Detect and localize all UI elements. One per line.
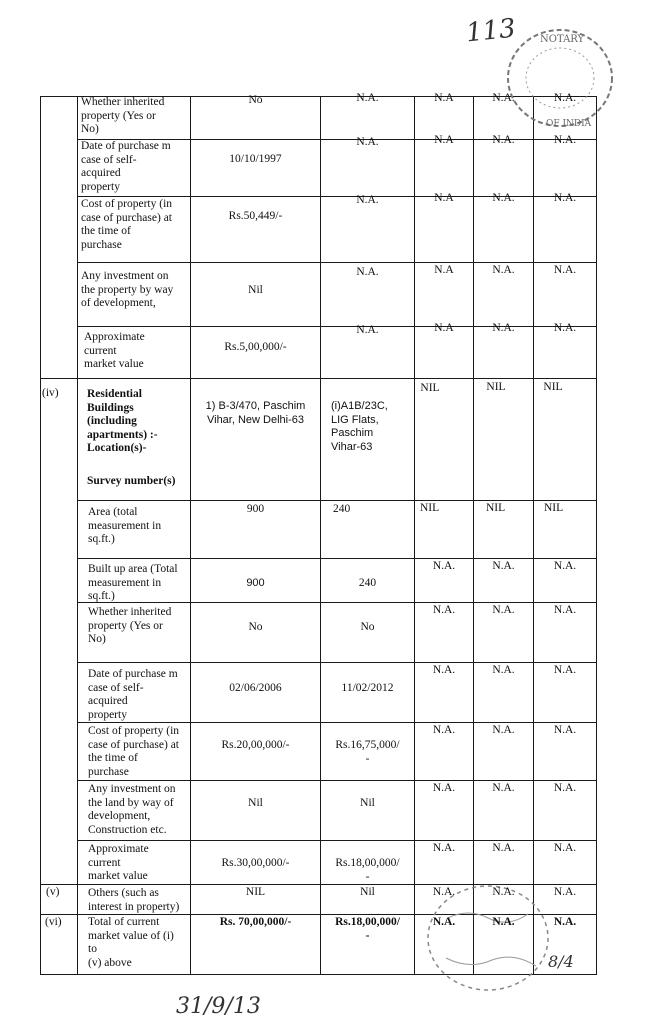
value-cost-1: Rs.20,00,000/- xyxy=(221,739,290,751)
label-others: Others (such as interest in property) xyxy=(88,887,180,913)
na-cell: N.A. xyxy=(432,604,456,616)
row-divider xyxy=(77,722,597,723)
value-purchase-date-2: 11/02/2012 xyxy=(341,682,394,694)
na-cell: N.A. xyxy=(553,560,577,572)
label-investment: Any investment on the property by way of development, xyxy=(81,270,174,309)
na-cell: N.A. xyxy=(492,92,515,104)
label-market-value: Approximate current market value xyxy=(84,331,145,370)
value-investment-1: Nil xyxy=(248,797,263,809)
initials-handwritten: 8/4 xyxy=(548,952,574,971)
na-cell: N.A. xyxy=(492,604,515,616)
notary-seal-top xyxy=(500,22,620,134)
na-cell: N.A. xyxy=(553,264,577,276)
na-cell: N.A. xyxy=(553,724,577,736)
na-cell: N.A. xyxy=(492,134,515,146)
label-cost: Cost of property (in case of purchase) at the time of purchase xyxy=(81,198,173,251)
label-purchase-date-residential: Date of purchase m case of self- acquired property xyxy=(88,668,178,721)
nil-cell: NIL xyxy=(544,502,564,514)
na-cell: N.A. xyxy=(432,664,456,676)
nil-cell: NIL xyxy=(486,381,506,393)
label-market-value-residential: Approximate current market value xyxy=(88,843,149,882)
na-cell: N.A. xyxy=(492,264,515,276)
value-area-2: 240 xyxy=(333,503,351,515)
na-cell: N.A xyxy=(434,264,454,276)
label-cost-residential: Cost of property (in case of purchase) at the time of purchase xyxy=(88,725,180,778)
value-cost: Rs.50,449/- xyxy=(228,210,283,222)
na-cell: N.A. xyxy=(432,886,456,898)
date-handwritten: 31/9/13 xyxy=(176,994,261,1019)
na-cell: N.A. xyxy=(432,916,456,928)
value-others-2: Nil xyxy=(360,886,375,898)
na-cell: N.A. xyxy=(492,322,515,334)
value-market-2: Rs.18,00,000/ - xyxy=(335,857,400,883)
na-cell: N.A. xyxy=(492,842,515,854)
row-divider xyxy=(77,500,597,501)
na-cell: N.A. xyxy=(553,842,577,854)
value-total-2: Rs.18,00,000/ - xyxy=(335,916,400,942)
na-cell: N.A. xyxy=(553,916,577,928)
na-cell: N.A. xyxy=(492,724,515,736)
na-cell: N.A. xyxy=(553,192,577,204)
row-divider xyxy=(77,558,597,559)
na-cell: N.A. xyxy=(553,782,577,794)
na-cell: N.A. xyxy=(356,324,379,336)
value-cost-2: Rs.16,75,000/ - xyxy=(335,739,400,765)
table-divider-col1 xyxy=(77,96,78,975)
label-investment-residential: Any investment on the land by way of development, Construction etc. xyxy=(88,783,176,836)
label-total: Total of current market value of (i) to (v) above xyxy=(88,916,174,969)
label-purchase-date: Date of purchase m case of self- acquired property xyxy=(81,140,171,193)
na-cell: N.A. xyxy=(432,782,456,794)
svg-text:OF INDIA: OF INDIA xyxy=(546,119,592,129)
na-cell: N.A. xyxy=(553,664,577,676)
section-index-iv: (iv) xyxy=(42,387,59,399)
na-cell: N.A. xyxy=(553,134,577,146)
page-number-handwritten: 113 xyxy=(464,13,518,49)
value-market-value: Rs.5,00,000/- xyxy=(224,341,287,353)
table-border-left xyxy=(40,96,41,975)
label-area: Area (total measurement in sq.ft.) xyxy=(88,506,162,545)
table-border-right xyxy=(596,96,597,975)
location-2: (i)A1B/23C, LIG Flats, Paschim Vihar-63 xyxy=(331,400,388,453)
value-builtup-2: 240 xyxy=(358,577,377,589)
value-purchase-date: 10/10/1997 xyxy=(229,153,282,165)
row-divider xyxy=(77,780,597,781)
nil-cell: NIL xyxy=(486,502,506,514)
na-cell: N.A. xyxy=(432,724,456,736)
table-divider-col3 xyxy=(320,96,321,975)
na-cell: N.A. xyxy=(553,886,577,898)
label-inherited-residential: Whether inherited property (Yes or No) xyxy=(88,606,172,645)
na-cell: N.A xyxy=(434,134,454,146)
value-market-1: Rs.30,00,000/- xyxy=(221,857,290,869)
table-divider-col2 xyxy=(190,96,191,975)
na-cell: N.A. xyxy=(492,664,515,676)
value-others-1: NIL xyxy=(245,886,266,898)
value-area-1: 900 xyxy=(246,503,265,515)
na-cell: N.A xyxy=(434,192,454,204)
na-cell: N.A xyxy=(434,92,454,104)
na-cell: N.A. xyxy=(356,92,379,104)
na-cell: N.A. xyxy=(356,194,379,206)
na-cell: N.A. xyxy=(553,322,577,334)
nil-cell: NIL xyxy=(420,502,440,514)
na-cell: N.A. xyxy=(553,604,577,616)
value-total-1: Rs. 70,00,000/- xyxy=(219,916,292,928)
na-cell: N.A. xyxy=(356,266,379,278)
value-inherited: No xyxy=(248,94,263,106)
label-inherited: Whether inherited property (Yes or No) xyxy=(81,96,165,135)
na-cell: N.A xyxy=(434,322,454,334)
row-divider xyxy=(77,662,597,663)
na-cell: N.A. xyxy=(492,916,515,928)
na-cell: N.A. xyxy=(432,842,456,854)
section-index-v: (v) xyxy=(46,886,60,898)
na-cell: N.A. xyxy=(432,560,456,572)
value-investment: Nil xyxy=(248,284,263,296)
na-cell: N.A. xyxy=(492,782,515,794)
value-inherited-2: No xyxy=(360,621,375,633)
residential-heading: Residential Buildings (including apartments) :- Location(s)- xyxy=(87,388,158,454)
label-builtup: Built up area (Total measurement in sq.ft.) xyxy=(88,563,178,602)
value-purchase-date-1: 02/06/2006 xyxy=(229,682,282,694)
nil-cell: NIL xyxy=(543,381,563,393)
row-divider xyxy=(77,840,597,841)
na-cell: N.A. xyxy=(553,92,577,104)
na-cell: N.A. xyxy=(492,560,515,572)
na-cell: N.A. xyxy=(492,886,515,898)
na-cell: N.A. xyxy=(492,192,515,204)
row-divider xyxy=(77,262,597,263)
svg-text:NOTARY: NOTARY xyxy=(540,34,585,45)
na-cell: N.A. xyxy=(356,136,379,148)
value-builtup-1: 900 xyxy=(246,577,265,589)
value-inherited-1: No xyxy=(248,621,263,633)
value-investment-2: Nil xyxy=(360,797,375,809)
location-1: 1) B-3/470, Paschim Vihar, New Delhi-63 xyxy=(205,400,306,426)
section-divider xyxy=(40,378,597,379)
section-index-vi: (vi) xyxy=(45,916,62,928)
survey-numbers-label: Survey number(s) xyxy=(87,475,176,487)
nil-cell: NIL xyxy=(420,382,440,394)
